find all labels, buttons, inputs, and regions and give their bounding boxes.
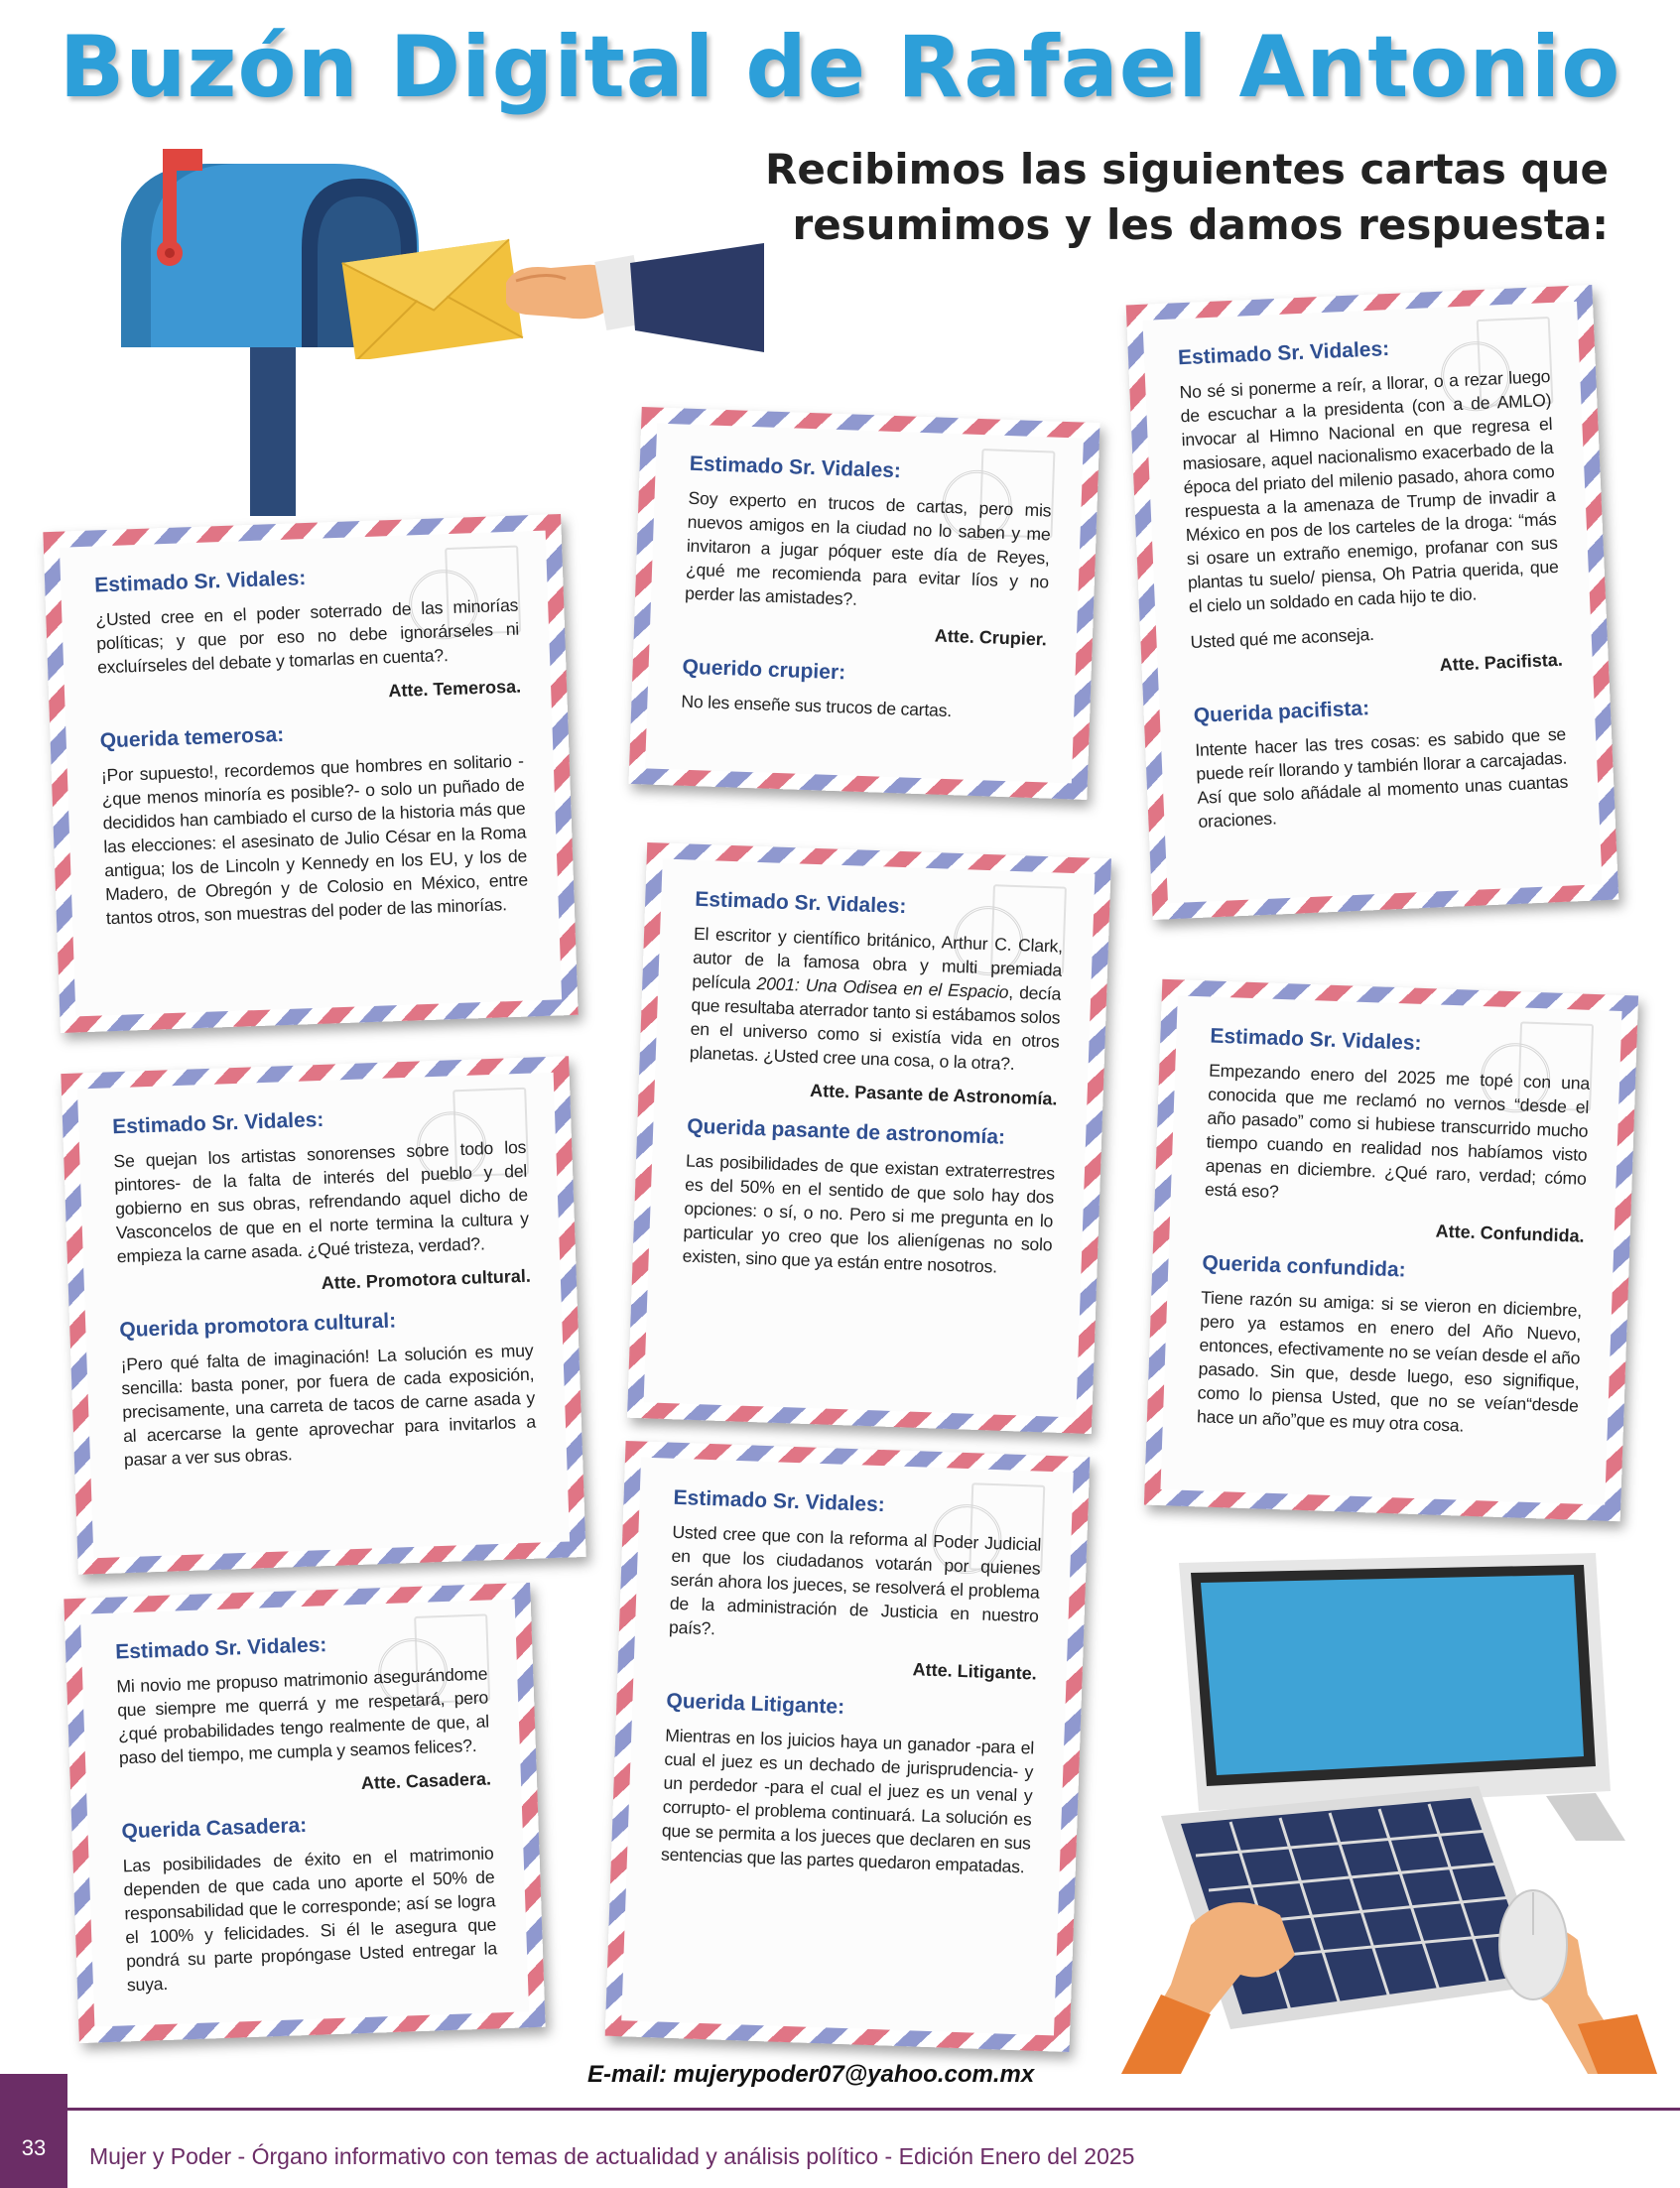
reply-greeting: Querido crupier:: [682, 655, 846, 685]
letter-signature: Atte. Crupier.: [934, 625, 1048, 650]
reply-greeting: Querida Casadera:: [121, 1813, 308, 1844]
letter-card-1: [43, 514, 578, 1033]
reply-text: ¡Por supuesto!, recordemos que hombres en solitario -¿que menos minoría es posible?- o solo un puñado de decididos han cambiado el curso de la historia más que las elecciones: el asesinato de Julio César en la Roma antigua; los de Lincoln y Kennedy en los EU, y los de Madero, de Obregón y de Colosio en México, entre tantos otros, son muestras del poder de las minorías.: [100, 750, 529, 929]
letter-card-7: [1126, 285, 1619, 920]
letter-signature: Atte. Confundida.: [1435, 1221, 1585, 1246]
reply-greeting: Querida temerosa:: [99, 722, 285, 753]
letter-greeting: Estimado Sr. Vidales:: [1210, 1024, 1422, 1055]
letter-greeting: Estimado Sr. Vidales:: [93, 567, 307, 597]
page-subtitle: [755, 142, 1609, 253]
film-title: 2001: Una Odisea en el Espacio: [756, 972, 1009, 1002]
reply-text: No les enseñe sus trucos de cartas.: [681, 691, 953, 721]
letter-card-8: [1144, 979, 1638, 1521]
page-title: Buzón Digital de Rafael Antonio: [59, 18, 1621, 117]
letter-question-extra: Usted qué me aconseja.: [1190, 623, 1375, 653]
letter-question: Soy experto en trucos de cartas, pero mis nuevos amigos en la ciudad no lo saben y me invitaron a jugar póquer este día de Reyes, ¿qué me recomienda para evitar líos y no perder las amistades?.: [684, 487, 1052, 609]
letter-card-2: [61, 1056, 585, 1575]
letter-greeting: Estimado Sr. Vidales:: [111, 1107, 324, 1139]
letter-question: Mi novio me propuso matrimonio asegurándome que siempre me querrá y me respetará, pero ¿qué probabilidades tengo realmente de que, al paso del tiempo, me cumpla y seamos felices?.: [116, 1663, 490, 1768]
letter-question: Usted cree que con la reforma al Poder Judicial en que los ciudadanos votarán por quienes serán ahora los jueces, se resolverá el problema de la administración de Justicia en nuestro país?.: [668, 1521, 1042, 1639]
reply-greeting: Querida promotora cultural:: [119, 1309, 397, 1343]
letter-card-5: [627, 842, 1111, 1434]
letter-signature: Atte. Pacifista.: [1439, 649, 1564, 676]
page-number: 33: [0, 2074, 67, 2188]
reply-greeting: Querida pacifista:: [1193, 697, 1370, 727]
contact-email: E-mail: mujerypoder07@yahoo.com.mx: [587, 2061, 1035, 2088]
letter-greeting: Estimado Sr. Vidales:: [1177, 337, 1390, 370]
mouse-icon: [1488, 1880, 1578, 2009]
subtitle-line-1: Recibimos las siguientes cartas que: [765, 145, 1609, 193]
letter-signature: Atte. Casadera.: [360, 1768, 492, 1793]
letter-greeting: Estimado Sr. Vidales:: [673, 1485, 886, 1517]
letter-signature: Atte. Temerosa.: [388, 676, 522, 702]
letter-card-6: [605, 1441, 1091, 2052]
reply-text: Las posibilidades de que existan extraterrestres es del 50% en el sentido de que solo hay dos opciones: o sí, o no. Pero si me pregunta en lo particular yo creo que los alienígenas no solo existen, sino que ya están entre nosotros.: [682, 1150, 1056, 1277]
letter-question: Empezando enero del 2025 me topé con una conocida que me reclamó no vernos “desde el año pasado” como si hubiese transcurrido mucho tiempo cuando en realidad nos habíamos visto apenas en diciembre. ¿Qué raro, verdad; cómo está eso?: [1204, 1060, 1591, 1202]
letter-card-4: [629, 407, 1100, 800]
question-part-1: El escritor y científico británico, Arthur C. Clark, autor de la famosa obra y multi premiada película: [692, 923, 1064, 993]
letter-question: No sé si ponerme a reír, a llorar, o a rezar luego de escuchar a la presidenta (con a de AMLO) invocar al Himno Nacional en que regresa el masiosare, aquel nacionalismo exacerbado de la época del priato del milenio pasado, ahora como respuesta a la amenaza de Trump de invadir a México en pos de los carteles de la droga: “más si osare un extraño enemigo, profanar con sus plantas tu suelo/ piensa, Oh Patria querida, que el cielo un soldado en cada hijo te dio.: [1179, 365, 1560, 617]
letter-question: [689, 922, 1063, 1078]
letter-greeting: Estimado Sr. Vidales:: [114, 1633, 327, 1664]
footer-text: Mujer y Poder - Órgano informativo con temas de actualidad y análisis político - Edición Enero del 2025: [89, 2143, 1135, 2169]
reply-text: Tiene razón su amiga: si se vieron en diciembre, pero ya estamos en enero del Año Nuevo, entonces, efectivamente no se veían desde el año pasado. Sin que, desde luego, eso signifique, como lo piensa Usted, que no se veían“desde hace un año”que es muy otra cosa.: [1196, 1287, 1583, 1436]
letter-signature: Atte. Litigante.: [912, 1659, 1038, 1684]
reply-text: ¡Pero qué falta de imaginación! La solución es muy sencilla: basta poner, por fuera de cada exposición, precisamente, una carreta de tacos de carne asada y al acercarse la gente aprovechar para invitarlos a pasar a ver sus obras.: [120, 1340, 537, 1471]
reply-greeting: Querida pasante de astronomía:: [686, 1114, 1006, 1149]
question-part-2: , decía que resultaba aterrador tanto si estábamos solos en el universo como si existía vida en otros planetas. ¿Usted cree una cosa, o la otra?.: [689, 981, 1062, 1075]
subtitle-line-2: resumimos y les damos respuesta:: [792, 200, 1609, 249]
reply-text: Las posibilidades de éxito en el matrimonio dependen de que cada uno aporte el 50% de responsabilidad que le corresponde; así se logra el 100% y felicidades. Si él le asegura que pondrá su parte propóngase Usted entregar la suya.: [122, 1843, 498, 1995]
reply-greeting: Querida Litigante:: [666, 1689, 845, 1719]
letter-greeting: Estimado Sr. Vidales:: [694, 887, 907, 919]
letter-question: ¿Usted cree en el poder soterrado de las minorías políticas; y que por eso no debe ignorárseles ni excluírseles del debate y tomarlas en cuenta?.: [95, 594, 520, 678]
footer-divider: [67, 2108, 1680, 2111]
hand-icon: [506, 223, 764, 372]
letter-signature: Atte. Promotora cultural.: [321, 1265, 532, 1294]
letter-card-3: [64, 1583, 545, 2043]
letter-question: Se quejan los artistas sonorenses sobre todo los pintores- de la falta de interés del pueblo y del gobierno en sus obras, refrendando aquel dicho de Vasconcelos de que en el norte termina la cultura y empieza la carne asada. ¿Qué tristeza, verdad?.: [113, 1136, 530, 1267]
letter-greeting: Estimado Sr. Vidales:: [689, 451, 902, 483]
letter-signature: Atte. Pasante de Astronomía.: [809, 1080, 1058, 1109]
reply-text: Intente hacer las tres cosas: es sabido que se puede reír llorando y también llorar a carcajadas. Así que solo añádale al momento unas cuantas oraciones.: [1194, 723, 1569, 832]
reply-text: Mientras en los juicios haya un ganador -para el cual el juez es un dechado de jurisprudencia- y un perdedor -para el cual el juez es un venal y corrupto- el problema continuará. La solución es que se permita a los jueces que declaren en sus sentencias que las partes quedaron empatadas.: [660, 1725, 1035, 1877]
reply-greeting: Querida confundida:: [1202, 1251, 1407, 1282]
